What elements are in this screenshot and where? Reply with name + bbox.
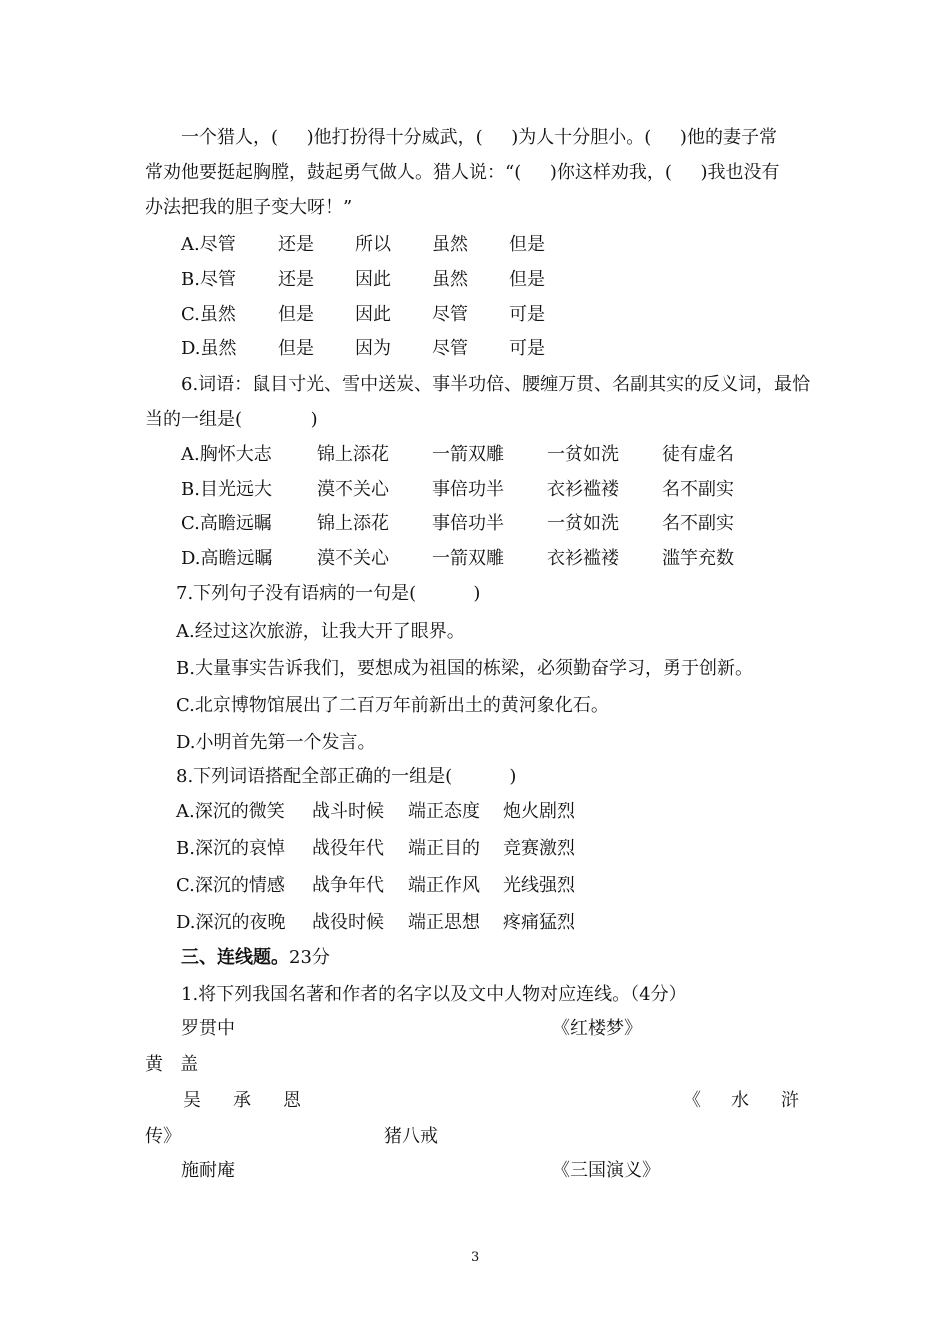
author-wu-char-3: 恩 <box>283 1090 301 1111</box>
author-wu-char-2: 承 <box>233 1090 251 1111</box>
option-word: 一箭双雕 <box>432 548 504 569</box>
option-word: 锦上添花 <box>317 513 389 534</box>
character-zhu-bajie: 猪八戒 <box>384 1126 438 1147</box>
section3-heading-line <box>181 946 330 970</box>
option-word: 漠不关心 <box>317 479 389 500</box>
book-shuihu-tail: 传》 <box>145 1126 181 1147</box>
q7-option-a: A.经过这次旅游，让我大开了眼界。 <box>176 621 465 642</box>
book-shuihu-char-3: 浒 <box>781 1090 799 1111</box>
option-word: 疼痛猛烈 <box>503 912 575 933</box>
option-word: 可是 <box>509 338 545 359</box>
option-label: C.虽然 <box>181 304 236 325</box>
option-label: A.尽管 <box>181 234 236 255</box>
option-word: 战斗时候 <box>312 801 384 822</box>
page-number: 3 <box>471 1250 480 1265</box>
option-label: C.深沉的情感 <box>176 875 285 896</box>
author-wu-char-1: 吴 <box>183 1090 201 1111</box>
q6-stem-line2: 当的一组是( ) <box>145 409 318 430</box>
option-word: 端正作风 <box>408 875 480 896</box>
q7-stem: 7.下列句子没有语病的一句是( ) <box>176 583 481 604</box>
book-sanguo-yanyi: 《三国演义》 <box>552 1160 660 1181</box>
option-word: 名不副实 <box>662 479 734 500</box>
option-word: 端正态度 <box>408 801 480 822</box>
section3-q1-stem: 1.将下列我国名著和作者的名字以及文中人物对应连线。（4分） <box>181 984 687 1005</box>
option-word: 因为 <box>355 338 391 359</box>
section-heading: 三、连线题。 <box>181 947 289 968</box>
option-word: 但是 <box>278 304 314 325</box>
option-label: B.深沉的哀悼 <box>176 838 285 859</box>
option-word: 因此 <box>355 304 391 325</box>
q5-text-line3: 办法把我的胆子变大呀！” <box>145 197 353 218</box>
option-word: 锦上添花 <box>317 444 389 465</box>
q8-stem: 8.下列词语搭配全部正确的一组是( ) <box>176 766 517 787</box>
option-word: 事倍功半 <box>432 513 504 534</box>
option-word: 但是 <box>278 338 314 359</box>
option-word: 还是 <box>278 234 314 255</box>
option-word: 可是 <box>509 304 545 325</box>
author-shi-naian: 施耐庵 <box>181 1160 235 1181</box>
section-score: 23分 <box>289 947 330 968</box>
option-label: B.目光远大 <box>181 479 272 500</box>
option-word: 炮火剧烈 <box>503 801 575 822</box>
option-word: 一贫如洗 <box>547 513 619 534</box>
q5-text-line1: 一个猎人，( )他打扮得十分威武，( )为人十分胆小。( )他的妻子常 <box>181 127 777 148</box>
option-word: 尽管 <box>432 338 468 359</box>
option-word: 衣衫褴褛 <box>547 479 619 500</box>
option-word: 端正思想 <box>408 912 480 933</box>
option-word: 一箭双雕 <box>432 444 504 465</box>
option-label: A.深沉的微笑 <box>176 801 285 822</box>
option-word: 战役时候 <box>312 912 384 933</box>
book-hongloumeng: 《红楼梦》 <box>552 1018 642 1039</box>
option-word: 但是 <box>509 269 545 290</box>
option-word: 还是 <box>278 269 314 290</box>
option-label: C.高瞻远瞩 <box>181 513 272 534</box>
option-label: D.深沉的夜晚 <box>176 912 286 933</box>
option-word: 徒有虚名 <box>662 444 734 465</box>
q7-option-c: C.北京博物馆展出了二百万年前新出土的黄河象化石。 <box>176 695 609 716</box>
option-label: D.虽然 <box>181 338 237 359</box>
option-word: 竞赛激烈 <box>503 838 575 859</box>
option-word: 端正目的 <box>408 838 480 859</box>
book-shuihu-char-2: 水 <box>731 1090 749 1111</box>
option-word: 战争年代 <box>312 875 384 896</box>
option-word: 名不副实 <box>662 513 734 534</box>
q5-text-line2: 常劝他要挺起胸膛，鼓起勇气做人。猎人说：“( )你这样劝我，( )我也没有 <box>145 162 780 183</box>
option-word: 一贫如洗 <box>547 444 619 465</box>
option-word: 因此 <box>355 269 391 290</box>
option-word: 虽然 <box>432 269 468 290</box>
book-shuihu-char-1: 《 <box>683 1090 701 1111</box>
author-luo-guanzhong: 罗贯中 <box>181 1018 235 1039</box>
option-word: 滥竽充数 <box>662 548 734 569</box>
option-word: 尽管 <box>432 304 468 325</box>
option-label: D.高瞻远瞩 <box>181 548 273 569</box>
option-word: 战役年代 <box>312 838 384 859</box>
option-word: 光线强烈 <box>503 875 575 896</box>
option-word: 但是 <box>509 234 545 255</box>
option-label: A.胸怀大志 <box>181 444 272 465</box>
q6-stem-line1: 6.词语：鼠目寸光、雪中送炭、事半功倍、腰缠万贯、名副其实的反义词，最恰 <box>181 374 811 395</box>
q7-option-d: D.小明首先第一个发言。 <box>176 732 376 753</box>
q7-option-b: B.大量事实告诉我们，要想成为祖国的栋梁，必须勤奋学习，勇于创新。 <box>176 658 753 679</box>
option-word: 所以 <box>355 234 391 255</box>
option-label: B.尽管 <box>181 269 236 290</box>
option-word: 虽然 <box>432 234 468 255</box>
option-word: 事倍功半 <box>432 479 504 500</box>
character-huang-gai: 黄 盖 <box>145 1054 199 1075</box>
option-word: 衣衫褴褛 <box>547 548 619 569</box>
option-word: 漠不关心 <box>317 548 389 569</box>
